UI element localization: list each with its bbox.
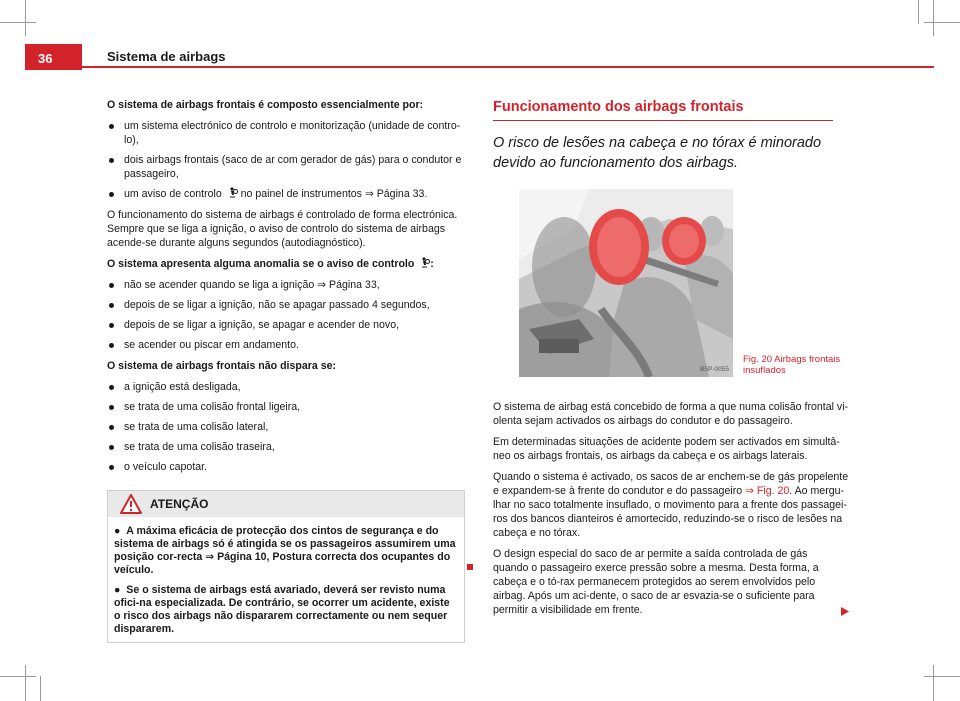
list-item: não se acender quando se liga a ignição ⇒ Página 33, <box>107 278 465 292</box>
bullet-icon <box>109 283 114 288</box>
intro-heading: O sistema de airbags frontais é composto essencialmente por: <box>107 99 424 111</box>
list-item: se trata de uma colisão frontal ligeira, <box>107 400 465 414</box>
crop-mark <box>25 0 26 36</box>
control-paragraph: O funcionamento do sistema de airbags é controlado de forma electrónica. Sempre que se liga a ignição, o aviso de controlo do sistema de airbags acende-se durante alguns segundos (autodiagnóstico). <box>107 209 458 249</box>
list-item: depois de se ligar a ignição, se apagar e acender de novo, <box>107 318 465 332</box>
page-title: Sistema de airbags <box>107 49 226 64</box>
warning-item: ● A máxima eficácia de protecção dos cintos de segurança e do sistema de airbags só é atingida se os passageiros assumirem uma posição cor-recta ⇒ Página 10, Postura correcta dos ocupantes do veículo. <box>114 525 456 576</box>
paragraph-2: Em determinadas situações de acidente podem ser activados em simultâ-neo os airbags frontais, os airbags da cabeça e os airbags laterais. <box>493 436 840 462</box>
bullet-icon <box>109 405 114 410</box>
anomaly-heading: O sistema apresenta alguma anomalia se o aviso de controlo : <box>107 258 434 270</box>
warning-box <box>107 490 465 643</box>
continue-arrow-icon <box>841 607 849 616</box>
bullet-icon <box>109 445 114 450</box>
section-divider <box>493 120 833 121</box>
warning-header <box>108 491 464 517</box>
anomalies-list <box>107 278 465 352</box>
bullet-icon <box>109 385 114 390</box>
list-item: se trata de uma colisão lateral, <box>107 420 465 434</box>
warning-body <box>108 517 464 642</box>
list-item: o veículo capotar. <box>107 460 465 474</box>
components-list <box>107 119 465 201</box>
paragraph-4: O design especial do saco de ar permite a saída controlada de gás quando o passageiro exerce pressão sobre a mesma. Desta forma, a cabeça e o tó-rax permanecem protegidos ao serem envolvidos pelo airbag. Após um aci-dente, o saco de ar esvazia-se o suficiente para permitir a visibilidade em frente. <box>493 547 849 617</box>
lead-text: O risco de lesões na cabeça e no tórax é minorado devido ao funcionamento dos airbags. <box>493 135 822 171</box>
bullet-icon <box>109 124 114 129</box>
crop-mark <box>25 665 26 701</box>
section-end-mark <box>467 564 473 570</box>
warning-triangle-icon <box>120 494 142 514</box>
crop-mark <box>0 22 36 23</box>
bullet-icon <box>109 158 114 163</box>
crop-mark <box>933 665 934 701</box>
list-item: se acender ou piscar em andamento. <box>107 338 465 352</box>
figure-code: B5P-0055 <box>700 366 729 373</box>
crop-mark <box>0 676 36 677</box>
warning-item: ● Se o sistema de airbags está avariado, deverá ser revisto numa ofici-na especializada. De contrário, se ocorrer um acidente, existe o risco dos airbags não dispararem correctamente ou nem sequer dispararem. <box>114 584 450 635</box>
warning-title: ATENÇÃO <box>150 497 209 511</box>
airbag-warning-icon <box>420 257 430 268</box>
bullet-icon <box>109 323 114 328</box>
crop-mark <box>933 0 934 36</box>
airbag-warning-icon <box>228 187 238 198</box>
section-heading: Funcionamento dos airbags frontais <box>493 99 744 115</box>
paragraph-3: Quando o sistema é activado, os sacos de ar enchem-se de gás propelente e expandem-se à frente do condutor e do passageiro ⇒ Fig. 20. Ao mergu-lhar no saco totalmente insuflado, o movimento para a frente dos passagei-ros dos bancos dianteiros é amortecido, reduzindo-se o risco de lesões na cabeça e no tórax. <box>493 471 849 539</box>
airbag-figure <box>519 189 733 377</box>
airbag-illustration <box>519 189 733 377</box>
crop-mark <box>924 676 960 677</box>
page-number: 36 <box>25 44 82 70</box>
bullet-icon <box>109 343 114 348</box>
bullet-icon <box>109 425 114 430</box>
no-deploy-heading: O sistema de airbags frontais não dispara se: <box>107 360 337 372</box>
no-deploy-list <box>107 380 465 474</box>
figure-row <box>493 189 849 387</box>
bullet-icon <box>109 192 114 197</box>
list-item: um sistema electrónico de controlo e monitorização (unidade de contro-lo), <box>107 119 465 147</box>
figure-link[interactable]: ⇒ Fig. 20 <box>745 485 790 497</box>
crop-mark <box>40 676 41 701</box>
list-item: depois de se ligar a ignição, não se apagar passado 4 segundos, <box>107 298 465 312</box>
bullet-icon <box>109 465 114 470</box>
right-column <box>493 100 849 624</box>
list-item: se trata de uma colisão traseira, <box>107 440 465 454</box>
bullet-icon <box>109 303 114 308</box>
list-item: a ignição está desligada, <box>107 380 465 394</box>
left-column <box>107 98 465 643</box>
crop-mark <box>918 0 919 24</box>
paragraph-1: O sistema de airbag está concebido de forma a que numa colisão frontal vi-olenta sejam activados os airbags do condutor e do passageiro. <box>493 401 849 427</box>
list-item: dois airbags frontais (saco de ar com gerador de gás) para o condutor e passageiro, <box>107 153 465 181</box>
header-divider <box>82 66 934 68</box>
list-item: um aviso de controlo no painel de instrumentos ⇒ Página 33. <box>107 187 465 201</box>
figure-caption: Fig. 20 Airbags frontais insuflados <box>743 354 841 376</box>
crop-mark <box>924 22 960 23</box>
